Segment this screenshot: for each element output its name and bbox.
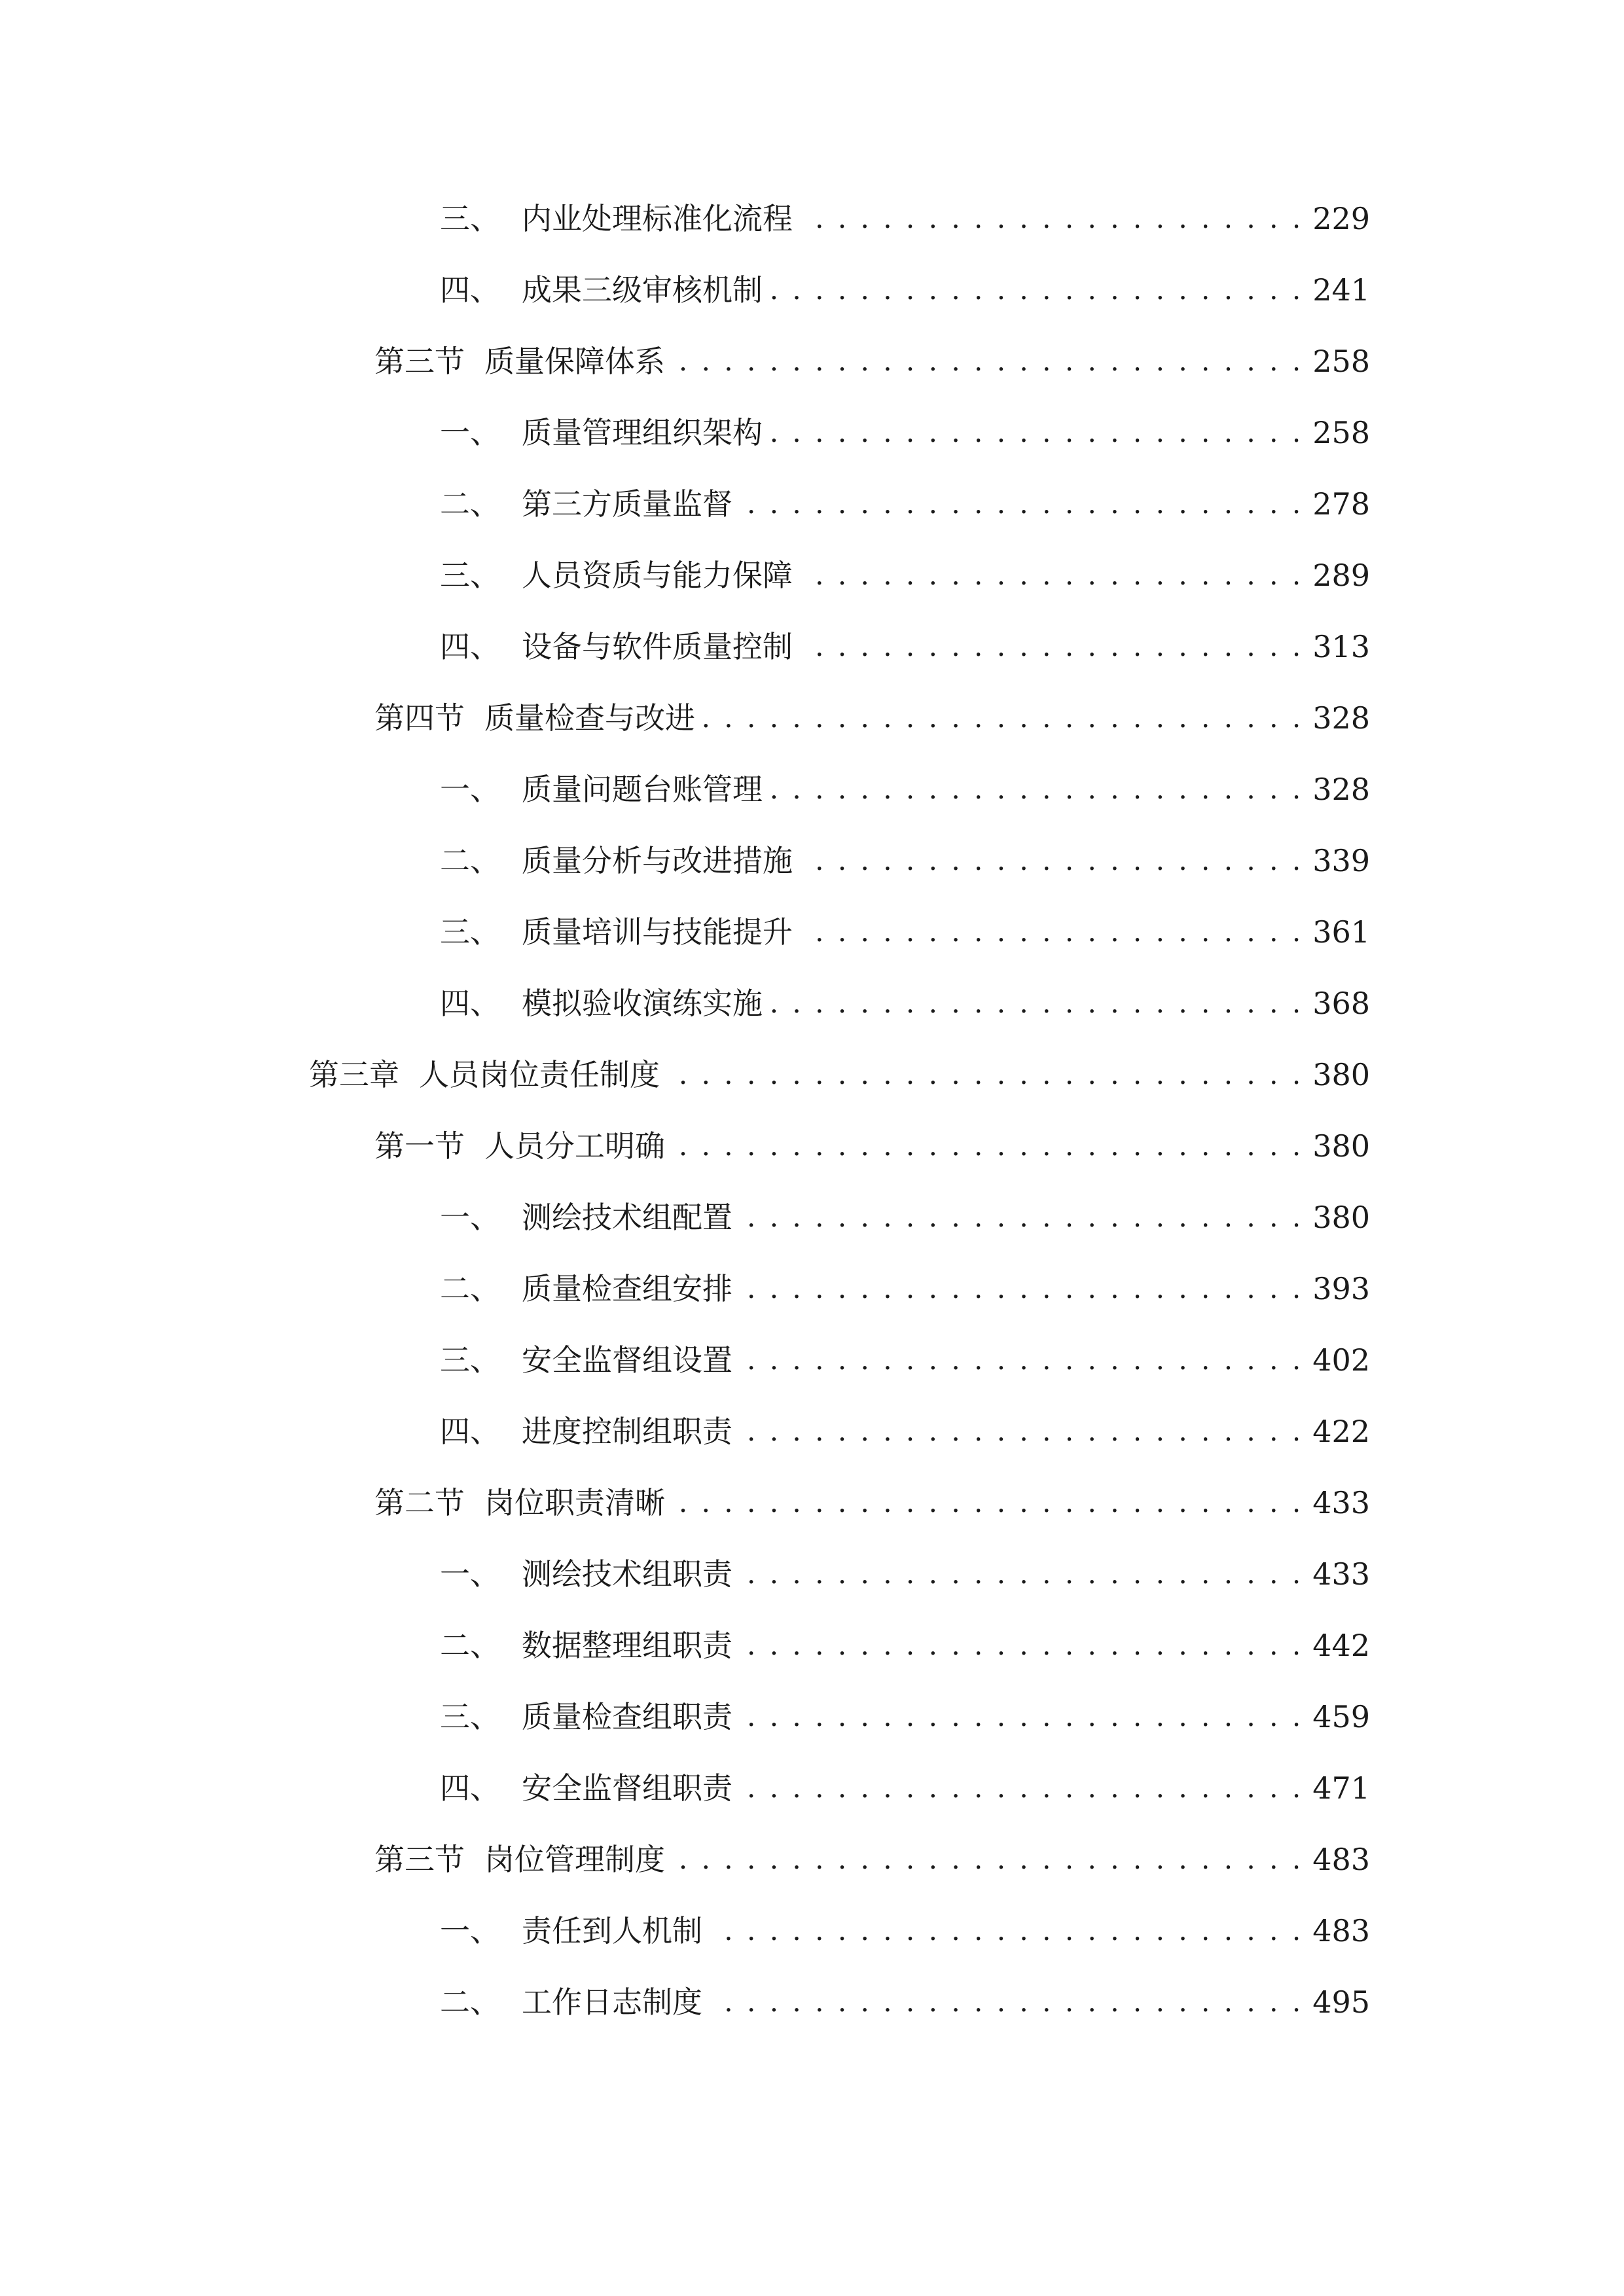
dot-leader — [710, 1905, 1303, 1957]
toc-entry-page: 313 — [1312, 629, 1370, 664]
dot-leader — [801, 834, 1303, 887]
dot-leader — [668, 1049, 1303, 1101]
toc-entry[interactable] — [440, 1334, 1370, 1386]
toc-entry-number: 一、 — [440, 1200, 500, 1235]
dot-leader — [740, 1263, 1303, 1315]
toc-entry-page: 442 — [1312, 1628, 1370, 1663]
toc-entry-page: 368 — [1312, 986, 1370, 1021]
dot-leader — [801, 906, 1303, 958]
toc-section-entry[interactable] — [374, 692, 1370, 744]
dot-leader — [801, 620, 1303, 673]
dot-leader — [740, 1619, 1303, 1672]
toc-section-title: 人员分工明确 — [484, 1128, 665, 1164]
toc-entry-number: 四、 — [440, 272, 500, 308]
toc-entry-title: 质量检查组职责 — [522, 1699, 732, 1734]
toc-entry-number: 四、 — [440, 629, 500, 664]
toc-entry[interactable] — [440, 763, 1370, 816]
toc-entry-title: 第三方质量监督 — [522, 486, 732, 522]
dot-leader — [740, 1191, 1303, 1244]
toc-entry-page: 258 — [1312, 415, 1370, 450]
toc-entry-page: 483 — [1312, 1842, 1370, 1877]
toc-entry-number: 一、 — [440, 772, 500, 807]
dot-leader — [801, 549, 1303, 601]
toc-entry[interactable] — [440, 1762, 1370, 1814]
toc-entry[interactable] — [440, 1548, 1370, 1600]
toc-entry-page: 380 — [1312, 1128, 1370, 1164]
dot-leader — [740, 1548, 1303, 1600]
toc-section-entry[interactable] — [374, 1833, 1370, 1886]
toc-entry[interactable] — [440, 264, 1370, 316]
toc-entry-number: 三、 — [440, 1699, 500, 1734]
toc-entry[interactable] — [440, 977, 1370, 1030]
toc-entry-page: 422 — [1312, 1414, 1370, 1449]
toc-entry-page: 433 — [1312, 1485, 1370, 1520]
toc-entry-page: 393 — [1312, 1271, 1370, 1306]
toc-entry-page: 380 — [1312, 1200, 1370, 1235]
toc-section-entry[interactable] — [374, 335, 1370, 387]
toc-entry-page: 483 — [1312, 1913, 1370, 1948]
toc-entry-number: 二、 — [440, 486, 500, 522]
toc-entry-number: 四、 — [440, 1770, 500, 1806]
toc-entry-title: 工作日志制度 — [522, 1984, 702, 2020]
toc-entry-page: 361 — [1312, 914, 1370, 950]
toc-entry-number: 二、 — [440, 1628, 500, 1663]
toc-entry[interactable] — [440, 478, 1370, 530]
dot-leader — [673, 1833, 1303, 1886]
toc-entry-title: 人员资质与能力保障 — [522, 558, 793, 593]
toc-entry-title: 进度控制组职责 — [522, 1414, 732, 1449]
toc-entry[interactable] — [440, 1691, 1370, 1743]
toc-section-number: 第一节 — [374, 1128, 465, 1164]
toc-entry[interactable] — [440, 1191, 1370, 1244]
toc-entry-number: 二、 — [440, 1984, 500, 2020]
toc-entry-page: 339 — [1312, 843, 1370, 878]
toc-entry-page: 459 — [1312, 1699, 1370, 1734]
dot-leader — [740, 1762, 1303, 1814]
dot-leader — [770, 264, 1303, 316]
toc-entry[interactable] — [440, 1905, 1370, 1957]
toc-chapter-number: 第三章 — [309, 1057, 399, 1092]
toc-section-number: 第四节 — [374, 700, 465, 736]
toc-entry-page: 289 — [1312, 558, 1370, 593]
dot-leader — [770, 763, 1303, 816]
toc-entry-page: 258 — [1312, 344, 1370, 379]
toc-entry-page: 402 — [1312, 1342, 1370, 1378]
toc-entry-title: 测绘技术组配置 — [522, 1200, 732, 1235]
toc-entry-number: 二、 — [440, 1271, 500, 1306]
toc-entry[interactable] — [440, 834, 1370, 887]
toc-entry-page: 278 — [1312, 486, 1370, 522]
toc-entry-number: 三、 — [440, 914, 500, 950]
dot-leader — [740, 1334, 1303, 1386]
dot-leader — [673, 1120, 1303, 1172]
toc-entry[interactable] — [440, 549, 1370, 601]
toc-entry-title: 安全监督组设置 — [522, 1342, 732, 1378]
toc-section-number: 第三节 — [374, 1842, 465, 1877]
toc-entry-number: 三、 — [440, 1342, 500, 1378]
toc-entry[interactable] — [440, 1405, 1370, 1458]
toc-section-title: 岗位职责清晰 — [484, 1485, 665, 1520]
toc-entry-page: 495 — [1312, 1984, 1370, 2020]
toc-entry-title: 设备与软件质量控制 — [522, 629, 793, 664]
toc-section-number: 第三节 — [374, 344, 465, 379]
toc-entry-number: 一、 — [440, 415, 500, 450]
toc-entry-title: 成果三级审核机制 — [522, 272, 763, 308]
toc-section-entry[interactable] — [374, 1477, 1370, 1529]
toc-entry-page: 471 — [1312, 1770, 1370, 1806]
toc-chapter-entry[interactable] — [309, 1049, 1370, 1101]
toc-entry-number: 三、 — [440, 201, 500, 236]
dot-leader — [740, 1405, 1303, 1458]
toc-section-title: 质量检查与改进 — [484, 700, 695, 736]
toc-entry-title: 质量培训与技能提升 — [522, 914, 793, 950]
toc-section-title: 岗位管理制度 — [484, 1842, 665, 1877]
toc-entry[interactable] — [440, 406, 1370, 459]
toc-entry-page: 229 — [1312, 201, 1370, 236]
toc-entry-page: 380 — [1312, 1057, 1370, 1092]
toc-entry[interactable] — [440, 1619, 1370, 1672]
toc-section-title: 质量保障体系 — [484, 344, 665, 379]
toc-entry-title: 质量检查组安排 — [522, 1271, 732, 1306]
toc-entry-title: 质量管理组织架构 — [522, 415, 763, 450]
toc-section-entry[interactable] — [374, 1120, 1370, 1172]
toc-entry-title: 质量问题台账管理 — [522, 772, 763, 807]
toc-entry-title: 安全监督组职责 — [522, 1770, 732, 1806]
toc-entry[interactable] — [440, 620, 1370, 673]
toc-entry-number: 四、 — [440, 1414, 500, 1449]
toc-entry-number: 一、 — [440, 1556, 500, 1592]
toc-entry-number: 三、 — [440, 558, 500, 593]
dot-leader — [673, 335, 1303, 387]
toc-entry-page: 328 — [1312, 700, 1370, 736]
toc-entry-page: 433 — [1312, 1556, 1370, 1592]
dot-leader — [770, 977, 1303, 1030]
toc-entry-number: 一、 — [440, 1913, 500, 1948]
toc-entry[interactable] — [440, 906, 1370, 958]
toc-entry-number: 二、 — [440, 843, 500, 878]
dot-leader — [740, 1691, 1303, 1743]
dot-leader — [710, 1976, 1303, 2028]
dot-leader — [801, 192, 1303, 245]
toc-section-number: 第二节 — [374, 1485, 465, 1520]
toc-chapter-title: 人员岗位责任制度 — [419, 1057, 660, 1092]
dot-leader — [703, 692, 1303, 744]
toc-entry-number: 四、 — [440, 986, 500, 1021]
toc-entry-title: 模拟验收演练实施 — [522, 986, 763, 1021]
toc-entry[interactable] — [440, 192, 1370, 245]
toc-entry-page: 328 — [1312, 772, 1370, 807]
toc-entry-title: 内业处理标准化流程 — [522, 201, 793, 236]
toc-entry-title: 质量分析与改进措施 — [522, 843, 793, 878]
dot-leader — [673, 1477, 1303, 1529]
dot-leader — [740, 478, 1303, 530]
toc-entry[interactable] — [440, 1263, 1370, 1315]
toc-entry-title: 测绘技术组职责 — [522, 1556, 732, 1592]
dot-leader — [770, 406, 1303, 459]
toc-entry[interactable] — [440, 1976, 1370, 2028]
toc-entry-title: 数据整理组职责 — [522, 1628, 732, 1663]
toc-entry-title: 责任到人机制 — [522, 1913, 702, 1948]
toc-entry-page: 241 — [1312, 272, 1370, 308]
